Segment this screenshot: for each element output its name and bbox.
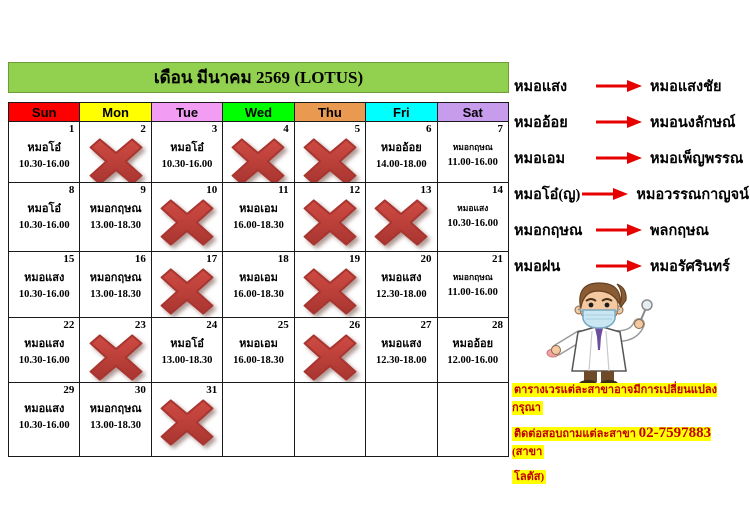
shift-time: 10.30-16.00 [18, 355, 70, 366]
calendar-grid [8, 122, 509, 457]
day-cell-7 [437, 122, 509, 183]
date-number: 7 [497, 123, 503, 135]
legend-row-1 [514, 68, 746, 104]
legend-fullname: หมอแสงชัย [650, 78, 722, 95]
date-number: 14 [491, 184, 503, 196]
closed-x-icon [303, 268, 357, 315]
date-number: 10 [206, 184, 218, 196]
legend-fullname: หมอเพ็ญพรรณ [650, 150, 744, 167]
doctor-name: หมอกฤษณ [452, 272, 493, 282]
shift-time: 13.00-18.30 [90, 289, 141, 300]
shift-time: 10.30-16.00 [447, 218, 499, 229]
shift-time: 10.30-16.00 [18, 420, 70, 431]
shift-time: 13.00-18.30 [90, 420, 141, 431]
date-number: 13 [420, 184, 432, 196]
day-cell-empty [222, 383, 293, 457]
date-number: 6 [426, 123, 432, 135]
doctor-name: หมอแสง [457, 203, 489, 213]
weekday-tue: Tue [151, 102, 222, 122]
arrow-right-icon [596, 152, 642, 164]
shift-time: 13.00-18.30 [161, 355, 213, 366]
date-number: 20 [420, 253, 432, 265]
date-number [223, 383, 293, 398]
notice-line2-prefix: ติดต่อสอบถามแต่ละสาขา [514, 428, 639, 440]
legend-fullname: หมอวรรณกาญจน์ [636, 186, 750, 203]
closed-x-icon [160, 399, 214, 446]
day-cell-20 [365, 252, 436, 318]
notice-line3: โลตัส) [514, 471, 545, 483]
doctor-name: หมอกฤษณ [89, 203, 142, 215]
day-cell-3 [151, 122, 222, 183]
closed-x-icon [160, 268, 214, 315]
day-cell-25 [222, 318, 293, 383]
doctor-name: หมอกฤษณ [89, 272, 142, 284]
day-cell-empty [294, 383, 365, 457]
doctor-name: หมอแสง [24, 272, 65, 284]
day-cell-24 [151, 318, 222, 383]
legend-fullname: หมอรัศรินทร์ [650, 258, 730, 275]
day-cell-15 [8, 252, 79, 318]
day-cell-16 [79, 252, 150, 318]
closed-x-icon [374, 199, 428, 246]
day-cell-1 [8, 122, 79, 183]
legend-fullname: หมอนงลักษณ์ [650, 114, 736, 131]
arrow-right-icon [596, 80, 642, 92]
legend-nickname: หมอเอม [514, 150, 566, 167]
notice-line2-suffix: (สาขา [512, 446, 543, 458]
day-cell-19 [294, 252, 365, 318]
notice-line2 [512, 427, 711, 459]
day-cell-27 [365, 318, 436, 383]
doctor-name: หมอเอม [239, 338, 278, 350]
week-row-5 [8, 383, 509, 457]
shift-time: 16.00-18.30 [233, 355, 284, 366]
shift-time: 14.00-18.00 [375, 159, 427, 170]
closed-x-icon [303, 138, 357, 183]
month-title-bar: เดือน มีนาคม 2569 (LOTUS) [8, 62, 509, 93]
closed-x-icon [303, 199, 357, 246]
closed-x-icon [231, 138, 285, 183]
date-number: 30 [134, 384, 146, 396]
day-cell-4 [222, 122, 293, 183]
day-cell-empty [365, 383, 436, 457]
shift-time: 13.00-18.30 [90, 220, 141, 231]
shift-time: 16.00-18.30 [233, 220, 284, 231]
date-number: 31 [206, 384, 218, 396]
day-cell-23 [79, 318, 150, 383]
day-cell-empty [437, 383, 509, 457]
doctor-name: หมอโอ๋ [27, 142, 62, 154]
date-number: 28 [491, 319, 503, 331]
day-cell-21 [437, 252, 509, 318]
day-cell-11 [222, 183, 293, 252]
date-number: 5 [354, 123, 361, 135]
week-row-1 [8, 122, 509, 183]
date-number: 9 [140, 184, 146, 196]
date-number [438, 383, 508, 398]
weekday-mon: Mon [79, 102, 150, 122]
day-cell-22 [8, 318, 79, 383]
date-number [295, 383, 365, 398]
date-number: 11 [278, 184, 289, 196]
date-number: 21 [491, 253, 503, 265]
day-cell-18 [222, 252, 293, 318]
doctor-name: หมอกฤษณ [452, 142, 493, 152]
shift-time: 10.30-16.00 [161, 159, 213, 170]
weekday-fri: Fri [365, 102, 436, 122]
date-number: 8 [68, 184, 75, 196]
dentist-clipart [534, 274, 669, 390]
day-cell-5 [294, 122, 365, 183]
shift-time: 12.00-16.00 [447, 355, 499, 366]
doctor-name: หมอเอม [239, 272, 278, 284]
legend-nickname: หมอแสง [514, 78, 568, 95]
weekday-wed: Wed [222, 102, 293, 122]
closed-x-icon [89, 138, 143, 183]
date-number: 2 [140, 123, 146, 135]
day-cell-29 [8, 383, 79, 457]
doctor-name: หมอโอ๋ [170, 338, 204, 350]
date-number: 16 [134, 253, 146, 265]
date-number: 25 [277, 319, 289, 331]
legend [514, 68, 750, 284]
day-cell-13 [365, 183, 436, 252]
legend-row-5 [514, 212, 746, 248]
weekday-thu: Thu [294, 102, 365, 122]
date-number: 24 [206, 319, 218, 331]
arrow-right-icon [582, 188, 628, 200]
doctor-name: หมอโอ๋ [170, 142, 204, 154]
shift-time: 11.00-16.00 [447, 287, 498, 298]
day-cell-26 [294, 318, 365, 383]
date-number: 12 [349, 184, 361, 196]
legend-fullname: พลกฤษณ [650, 222, 710, 239]
phone-number: 02-7597883 [638, 425, 712, 441]
date-number: 26 [349, 319, 361, 331]
day-cell-6 [365, 122, 436, 183]
legend-nickname: หมออ้อย [514, 114, 568, 131]
legend-nickname: หมอฝน [514, 258, 561, 275]
legend-nickname: หมอโอ๋(ญ) [514, 186, 581, 203]
doctor-name: หมอแสง [381, 272, 422, 284]
shift-time: 10.30-16.00 [18, 220, 70, 231]
day-cell-2 [79, 122, 150, 183]
date-number: 23 [134, 319, 146, 331]
legend-row-2 [514, 104, 746, 140]
date-number: 17 [206, 253, 218, 265]
closed-x-icon [160, 199, 214, 246]
doctor-name: หมอโอ๋ [27, 203, 62, 215]
date-number: 22 [63, 319, 75, 331]
doctor-name: หมอแสง [381, 338, 422, 350]
arrow-right-icon [596, 116, 642, 128]
date-number: 18 [277, 253, 289, 265]
doctor-name: หมอกฤษณ [89, 403, 142, 415]
day-cell-30 [79, 383, 150, 457]
day-cell-8 [8, 183, 79, 252]
legend-nickname: หมอกฤษณ [514, 222, 583, 239]
notice-line1: ตารางเวรแต่ละสาขาอาจมีการเปลี่ยนแปลง กรุณา [512, 384, 717, 414]
notice [512, 381, 744, 493]
doctor-name: หมอแสง [24, 403, 65, 415]
arrow-right-icon [596, 224, 642, 236]
day-cell-28 [437, 318, 509, 383]
legend-row-4 [514, 176, 750, 212]
arrow-right-icon [596, 260, 642, 272]
shift-time: 11.00-16.00 [447, 157, 498, 168]
date-number: 29 [63, 384, 75, 396]
doctor-name: หมอเอม [239, 203, 278, 215]
closed-x-icon [303, 334, 357, 381]
legend-row-3 [514, 140, 746, 176]
week-row-2 [8, 183, 509, 252]
shift-time: 16.00-18.30 [233, 289, 284, 300]
date-number: 4 [283, 123, 289, 135]
weekday-sun: Sun [8, 102, 79, 122]
day-cell-10 [151, 183, 222, 252]
date-number: 19 [349, 253, 361, 265]
date-number: 1 [68, 123, 75, 135]
date-number: 15 [63, 253, 75, 265]
shift-time: 10.30-16.00 [18, 289, 70, 300]
shift-time: 10.30-16.00 [18, 159, 70, 170]
day-cell-31 [151, 383, 222, 457]
day-cell-12 [294, 183, 365, 252]
day-cell-14 [437, 183, 509, 252]
date-number: 3 [211, 123, 218, 135]
closed-x-icon [89, 334, 143, 381]
shift-time: 12.30-18.00 [375, 355, 427, 366]
weekday-row [8, 102, 509, 122]
week-row-3 [8, 252, 509, 318]
doctor-name: หมออ้อย [380, 142, 422, 154]
date-number: 27 [420, 319, 432, 331]
week-row-4 [8, 318, 509, 383]
doctor-name: หมออ้อย [452, 338, 494, 350]
shift-time: 12.30-18.00 [375, 289, 427, 300]
doctor-name: หมอแสง [24, 338, 65, 350]
weekday-sat: Sat [437, 102, 509, 122]
date-number [366, 383, 436, 398]
day-cell-9 [79, 183, 150, 252]
day-cell-17 [151, 252, 222, 318]
